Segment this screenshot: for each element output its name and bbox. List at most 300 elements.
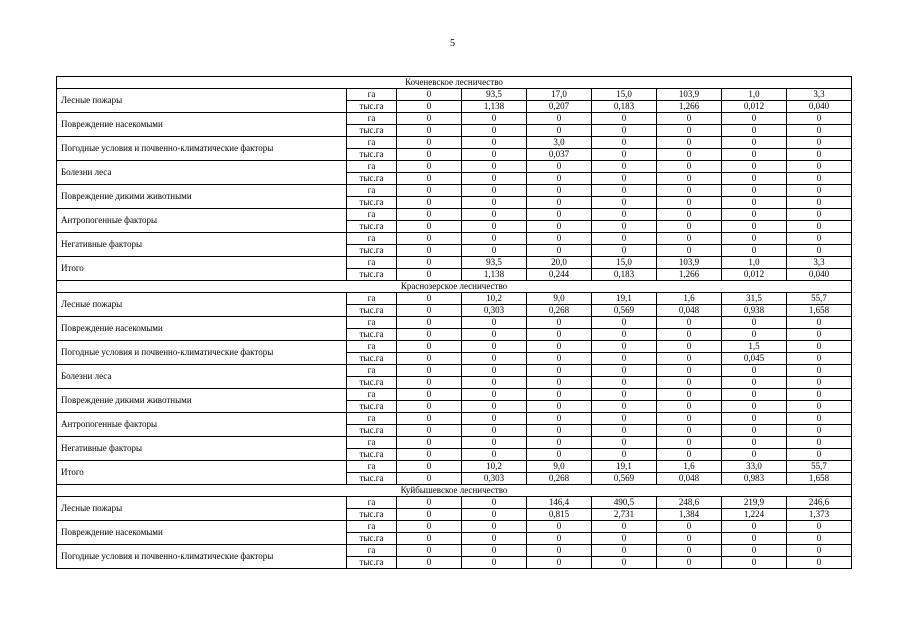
value-cell: 1,658 (787, 305, 852, 317)
value-cell: 0 (462, 533, 527, 545)
value-cell: 490,5 (592, 497, 657, 509)
value-cell: 0 (657, 245, 722, 257)
table-row (57, 293, 852, 305)
value-cell: 0 (397, 521, 462, 533)
factor-name: Итого (57, 257, 347, 281)
factor-name: Погодные условия и почвенно-климатические факторы (57, 137, 347, 161)
value-cell: 0 (527, 413, 592, 425)
factor-name: Лесные пожары (57, 497, 347, 521)
value-cell: 0 (397, 509, 462, 521)
value-cell: 1,0 (722, 89, 787, 101)
value-cell: 1,138 (462, 101, 527, 113)
value-cell: 0 (397, 449, 462, 461)
value-cell: 0 (787, 413, 852, 425)
factor-name: Антропогенные факторы (57, 413, 347, 437)
value-cell: 0 (787, 209, 852, 221)
value-cell: 0 (592, 353, 657, 365)
value-cell: 0 (527, 209, 592, 221)
unit-label: тыс.га (347, 425, 397, 437)
table-row (57, 89, 852, 101)
value-cell: 0 (787, 401, 852, 413)
section-header-row (57, 281, 852, 293)
value-cell: 0 (397, 425, 462, 437)
value-cell: 0 (787, 533, 852, 545)
value-cell: 31,5 (722, 293, 787, 305)
section-header-row (57, 77, 852, 89)
value-cell: 19,1 (592, 293, 657, 305)
value-cell: 1,384 (657, 509, 722, 521)
unit-label: тыс.га (347, 173, 397, 185)
unit-label: га (347, 317, 397, 329)
value-cell: 0 (527, 533, 592, 545)
factor-name: Болезни леса (57, 365, 347, 389)
value-cell: 1,266 (657, 101, 722, 113)
factor-name: Погодные условия и почвенно-климатические факторы (57, 545, 347, 569)
value-cell: 0 (462, 557, 527, 569)
unit-label: га (347, 341, 397, 353)
value-cell: 0 (787, 137, 852, 149)
value-cell: 0 (787, 437, 852, 449)
value-cell: 0 (722, 557, 787, 569)
value-cell: 103,9 (657, 257, 722, 269)
value-cell: 0 (462, 401, 527, 413)
table-row (57, 341, 852, 353)
value-cell: 0 (527, 329, 592, 341)
value-cell: 0 (722, 173, 787, 185)
value-cell: 0 (462, 437, 527, 449)
factor-name: Итого (57, 461, 347, 485)
factor-name: Погодные условия и почвенно-климатические факторы (57, 341, 347, 365)
unit-label: га (347, 365, 397, 377)
unit-label: га (347, 209, 397, 221)
value-cell: 0 (462, 449, 527, 461)
value-cell: 0 (397, 209, 462, 221)
unit-label: га (347, 389, 397, 401)
value-cell: 0 (592, 413, 657, 425)
unit-label: га (347, 413, 397, 425)
value-cell: 0 (397, 461, 462, 473)
table-body (57, 77, 852, 569)
value-cell: 0,040 (787, 101, 852, 113)
value-cell: 219,9 (722, 497, 787, 509)
section-header-row (57, 485, 852, 497)
value-cell: 0 (787, 329, 852, 341)
unit-label: га (347, 545, 397, 557)
value-cell: 0 (592, 161, 657, 173)
value-cell: 0 (592, 185, 657, 197)
unit-label: тыс.га (347, 305, 397, 317)
value-cell: 0 (787, 317, 852, 329)
value-cell: 10,2 (462, 293, 527, 305)
value-cell: 0 (462, 113, 527, 125)
value-cell: 0 (592, 401, 657, 413)
page-number: 5 (450, 38, 455, 49)
value-cell: 0 (722, 437, 787, 449)
value-cell: 0 (722, 137, 787, 149)
unit-label: га (347, 521, 397, 533)
forest-damage-table (56, 76, 852, 569)
value-cell: 0 (657, 557, 722, 569)
value-cell: 0 (787, 389, 852, 401)
value-cell: 0 (722, 521, 787, 533)
value-cell: 0 (787, 353, 852, 365)
unit-label: га (347, 185, 397, 197)
value-cell: 0 (657, 317, 722, 329)
value-cell: 0 (657, 353, 722, 365)
value-cell: 0,012 (722, 269, 787, 281)
value-cell: 0 (397, 173, 462, 185)
table-row (57, 257, 852, 269)
unit-label: га (347, 137, 397, 149)
unit-label: тыс.га (347, 473, 397, 485)
value-cell: 0 (592, 317, 657, 329)
value-cell: 0 (397, 293, 462, 305)
value-cell: 0 (462, 413, 527, 425)
value-cell: 17,0 (527, 89, 592, 101)
value-cell: 0 (657, 185, 722, 197)
value-cell: 0 (592, 221, 657, 233)
value-cell: 0 (462, 245, 527, 257)
table-row (57, 521, 852, 533)
value-cell: 0 (462, 365, 527, 377)
factor-name: Повреждение насекомыми (57, 113, 347, 137)
value-cell: 0 (397, 389, 462, 401)
value-cell: 0 (657, 401, 722, 413)
factor-name: Повреждение насекомыми (57, 521, 347, 545)
value-cell: 0,303 (462, 305, 527, 317)
value-cell: 0 (397, 233, 462, 245)
value-cell: 0 (722, 449, 787, 461)
value-cell: 0 (527, 317, 592, 329)
value-cell: 0 (397, 113, 462, 125)
value-cell: 0 (592, 197, 657, 209)
section-title: Коченевское лесничество (57, 77, 852, 89)
factor-name: Антропогенные факторы (57, 209, 347, 233)
value-cell: 0 (462, 353, 527, 365)
value-cell: 0 (722, 221, 787, 233)
value-cell: 0 (397, 185, 462, 197)
unit-label: тыс.га (347, 533, 397, 545)
value-cell: 0 (397, 257, 462, 269)
value-cell: 0 (397, 101, 462, 113)
unit-label: га (347, 497, 397, 509)
value-cell: 0 (787, 449, 852, 461)
value-cell: 0 (787, 341, 852, 353)
value-cell: 0 (462, 329, 527, 341)
value-cell: 0 (722, 125, 787, 137)
section-title: Краснозерское лесничество (57, 281, 852, 293)
value-cell: 0 (592, 245, 657, 257)
table-row (57, 497, 852, 509)
value-cell: 0 (527, 341, 592, 353)
value-cell: 0 (397, 137, 462, 149)
value-cell: 15,0 (592, 89, 657, 101)
value-cell: 0 (592, 125, 657, 137)
value-cell: 0 (397, 269, 462, 281)
value-cell: 1,224 (722, 509, 787, 521)
value-cell: 0,303 (462, 473, 527, 485)
unit-label: тыс.га (347, 197, 397, 209)
value-cell: 2,731 (592, 509, 657, 521)
value-cell: 0 (397, 557, 462, 569)
value-cell: 0 (527, 245, 592, 257)
value-cell: 0 (397, 341, 462, 353)
value-cell: 0,048 (657, 305, 722, 317)
value-cell: 0 (592, 329, 657, 341)
table-row (57, 365, 852, 377)
value-cell: 0,983 (722, 473, 787, 485)
value-cell: 0 (527, 521, 592, 533)
value-cell: 0 (397, 221, 462, 233)
value-cell: 0 (527, 173, 592, 185)
value-cell: 0,183 (592, 101, 657, 113)
value-cell: 0 (657, 437, 722, 449)
unit-label: га (347, 89, 397, 101)
value-cell: 0 (527, 221, 592, 233)
value-cell: 0 (527, 437, 592, 449)
value-cell: 1,658 (787, 473, 852, 485)
value-cell: 0 (397, 377, 462, 389)
value-cell: 0 (527, 197, 592, 209)
value-cell: 0 (527, 125, 592, 137)
unit-label: га (347, 437, 397, 449)
unit-label: тыс.га (347, 329, 397, 341)
value-cell: 0 (397, 533, 462, 545)
value-cell: 246,6 (787, 497, 852, 509)
value-cell: 0 (787, 377, 852, 389)
unit-label: тыс.га (347, 353, 397, 365)
value-cell: 0,040 (787, 269, 852, 281)
value-cell: 0 (657, 425, 722, 437)
value-cell: 3,3 (787, 257, 852, 269)
value-cell: 0,815 (527, 509, 592, 521)
value-cell: 0 (397, 545, 462, 557)
value-cell: 0,268 (527, 473, 592, 485)
value-cell: 0,045 (722, 353, 787, 365)
table-row (57, 545, 852, 557)
factor-name: Болезни леса (57, 161, 347, 185)
value-cell: 0 (722, 365, 787, 377)
table-row (57, 437, 852, 449)
value-cell: 0 (592, 437, 657, 449)
value-cell: 0 (462, 173, 527, 185)
value-cell: 0 (787, 557, 852, 569)
value-cell: 1,266 (657, 269, 722, 281)
value-cell: 0 (787, 425, 852, 437)
table-row (57, 317, 852, 329)
unit-label: тыс.га (347, 509, 397, 521)
value-cell: 0 (787, 161, 852, 173)
value-cell: 0 (722, 185, 787, 197)
value-cell: 1,5 (722, 341, 787, 353)
unit-label: тыс.га (347, 377, 397, 389)
value-cell: 0 (592, 173, 657, 185)
value-cell: 93,5 (462, 257, 527, 269)
value-cell: 0,569 (592, 473, 657, 485)
value-cell: 0 (657, 341, 722, 353)
value-cell: 0 (592, 341, 657, 353)
value-cell: 0 (397, 125, 462, 137)
value-cell: 0 (527, 113, 592, 125)
value-cell: 0 (462, 233, 527, 245)
value-cell: 0 (397, 161, 462, 173)
unit-label: га (347, 257, 397, 269)
value-cell: 0 (397, 473, 462, 485)
value-cell: 0 (787, 113, 852, 125)
value-cell: 93,5 (462, 89, 527, 101)
value-cell: 1,6 (657, 293, 722, 305)
table-row (57, 209, 852, 221)
value-cell: 3,3 (787, 89, 852, 101)
value-cell: 0 (657, 377, 722, 389)
value-cell: 0 (397, 89, 462, 101)
value-cell: 0 (657, 137, 722, 149)
factor-name: Повреждение дикими животными (57, 185, 347, 209)
value-cell: 0 (462, 221, 527, 233)
value-cell: 0 (527, 389, 592, 401)
value-cell: 0 (462, 209, 527, 221)
value-cell: 0 (462, 317, 527, 329)
value-cell: 0 (527, 545, 592, 557)
unit-label: тыс.га (347, 557, 397, 569)
value-cell: 0 (527, 161, 592, 173)
value-cell: 0 (592, 449, 657, 461)
value-cell: 0 (657, 125, 722, 137)
value-cell: 0 (397, 497, 462, 509)
value-cell: 0 (657, 521, 722, 533)
value-cell: 0 (657, 221, 722, 233)
factor-name: Повреждение дикими животными (57, 389, 347, 413)
value-cell: 0 (787, 245, 852, 257)
value-cell: 1,138 (462, 269, 527, 281)
value-cell: 0,268 (527, 305, 592, 317)
value-cell: 0 (462, 161, 527, 173)
value-cell: 0 (657, 545, 722, 557)
value-cell: 0 (462, 521, 527, 533)
value-cell: 0 (657, 389, 722, 401)
value-cell: 0 (722, 401, 787, 413)
value-cell: 0 (397, 317, 462, 329)
value-cell: 0 (397, 305, 462, 317)
value-cell: 0 (462, 125, 527, 137)
factor-name: Повреждение насекомыми (57, 317, 347, 341)
value-cell: 0 (722, 149, 787, 161)
section-title: Куйбышевское лесничество (57, 485, 852, 497)
value-cell: 0 (787, 233, 852, 245)
table-row (57, 185, 852, 197)
value-cell: 0 (592, 545, 657, 557)
value-cell: 0 (397, 413, 462, 425)
value-cell: 0 (722, 161, 787, 173)
value-cell: 0 (657, 173, 722, 185)
value-cell: 0,569 (592, 305, 657, 317)
value-cell: 3,0 (527, 137, 592, 149)
value-cell: 0 (462, 389, 527, 401)
value-cell: 0 (527, 185, 592, 197)
table-row (57, 413, 852, 425)
value-cell: 0 (462, 497, 527, 509)
value-cell: 0 (657, 365, 722, 377)
value-cell: 0 (787, 173, 852, 185)
value-cell: 0 (592, 113, 657, 125)
value-cell: 0 (397, 401, 462, 413)
value-cell: 0 (657, 209, 722, 221)
value-cell: 0 (787, 125, 852, 137)
value-cell: 0 (462, 185, 527, 197)
value-cell: 0 (527, 365, 592, 377)
value-cell: 9,0 (527, 461, 592, 473)
value-cell: 0 (527, 233, 592, 245)
factor-name: Негативные факторы (57, 437, 347, 461)
value-cell: 0 (527, 353, 592, 365)
value-cell: 0 (397, 353, 462, 365)
value-cell: 0 (462, 197, 527, 209)
value-cell: 0 (657, 329, 722, 341)
value-cell: 0 (462, 149, 527, 161)
value-cell: 0 (462, 509, 527, 521)
value-cell: 0 (592, 389, 657, 401)
value-cell: 0 (527, 449, 592, 461)
unit-label: га (347, 161, 397, 173)
unit-label: га (347, 113, 397, 125)
value-cell: 0 (397, 329, 462, 341)
value-cell: 0,207 (527, 101, 592, 113)
value-cell: 0 (397, 149, 462, 161)
table-row (57, 113, 852, 125)
value-cell: 0 (722, 317, 787, 329)
value-cell: 0 (527, 557, 592, 569)
value-cell: 1,6 (657, 461, 722, 473)
value-cell: 0 (592, 233, 657, 245)
unit-label: тыс.га (347, 149, 397, 161)
value-cell: 0 (592, 209, 657, 221)
value-cell: 0 (462, 137, 527, 149)
value-cell: 0 (787, 521, 852, 533)
value-cell: 0 (787, 365, 852, 377)
value-cell: 0 (657, 413, 722, 425)
value-cell: 0 (462, 341, 527, 353)
value-cell: 0 (592, 137, 657, 149)
value-cell: 0,183 (592, 269, 657, 281)
value-cell: 0 (462, 377, 527, 389)
value-cell: 0,012 (722, 101, 787, 113)
value-cell: 55,7 (787, 293, 852, 305)
value-cell: 0 (657, 161, 722, 173)
value-cell: 0 (722, 389, 787, 401)
value-cell: 0 (722, 329, 787, 341)
value-cell: 0 (657, 233, 722, 245)
factor-name: Негативные факторы (57, 233, 347, 257)
unit-label: тыс.га (347, 401, 397, 413)
value-cell: 0 (657, 149, 722, 161)
value-cell: 0 (527, 401, 592, 413)
unit-label: га (347, 233, 397, 245)
value-cell: 33,0 (722, 461, 787, 473)
value-cell: 0 (592, 557, 657, 569)
value-cell: 0 (657, 533, 722, 545)
value-cell: 0 (722, 545, 787, 557)
table-row (57, 461, 852, 473)
unit-label: тыс.га (347, 101, 397, 113)
value-cell: 0 (722, 413, 787, 425)
unit-label: га (347, 461, 397, 473)
value-cell: 0 (722, 533, 787, 545)
value-cell: 0 (722, 377, 787, 389)
value-cell: 0 (787, 149, 852, 161)
value-cell: 0 (397, 245, 462, 257)
value-cell: 10,2 (462, 461, 527, 473)
value-cell: 0 (787, 185, 852, 197)
